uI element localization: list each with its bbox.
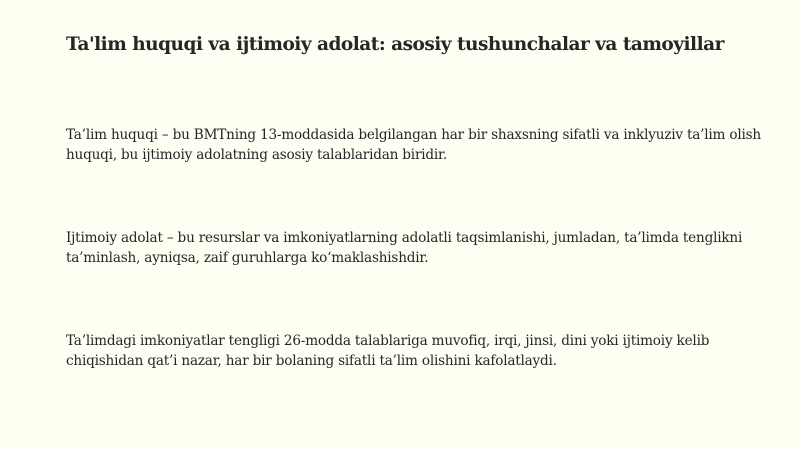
slide-title: Ta'lim huquqi va ijtimoiy adolat: asosiy tushunchalar va tamoyillar — [66, 34, 724, 55]
paragraph-social-justice: Ijtimoiy adolat – bu resurslar va imkoniyatlarning adolatli taqsimlanishi, jumladan, ta’limda tenglikni ta’minlash, ayniqsa, zaif guruhlarga koʻmaklashishdir. — [66, 230, 743, 266]
paragraph-right-to-education: Ta’lim huquqi – bu BMTning 13-moddasida belgilangan har bir shaxsning sifatli va inklyuziv ta’lim olish huquqi, bu ijtimoiy adolatning asosiy talablaridan biridir. — [66, 127, 761, 163]
paragraph-equal-opportunities: Ta’limdagi imkoniyatlar tengligi 26-modda talablariga muvofiq, irqi, jinsi, dini yoki ijtimoiy kelib chiqishidan qat’i nazar, har bir bolaning sifatli ta’lim olishini kafolatlaydi. — [66, 333, 710, 369]
